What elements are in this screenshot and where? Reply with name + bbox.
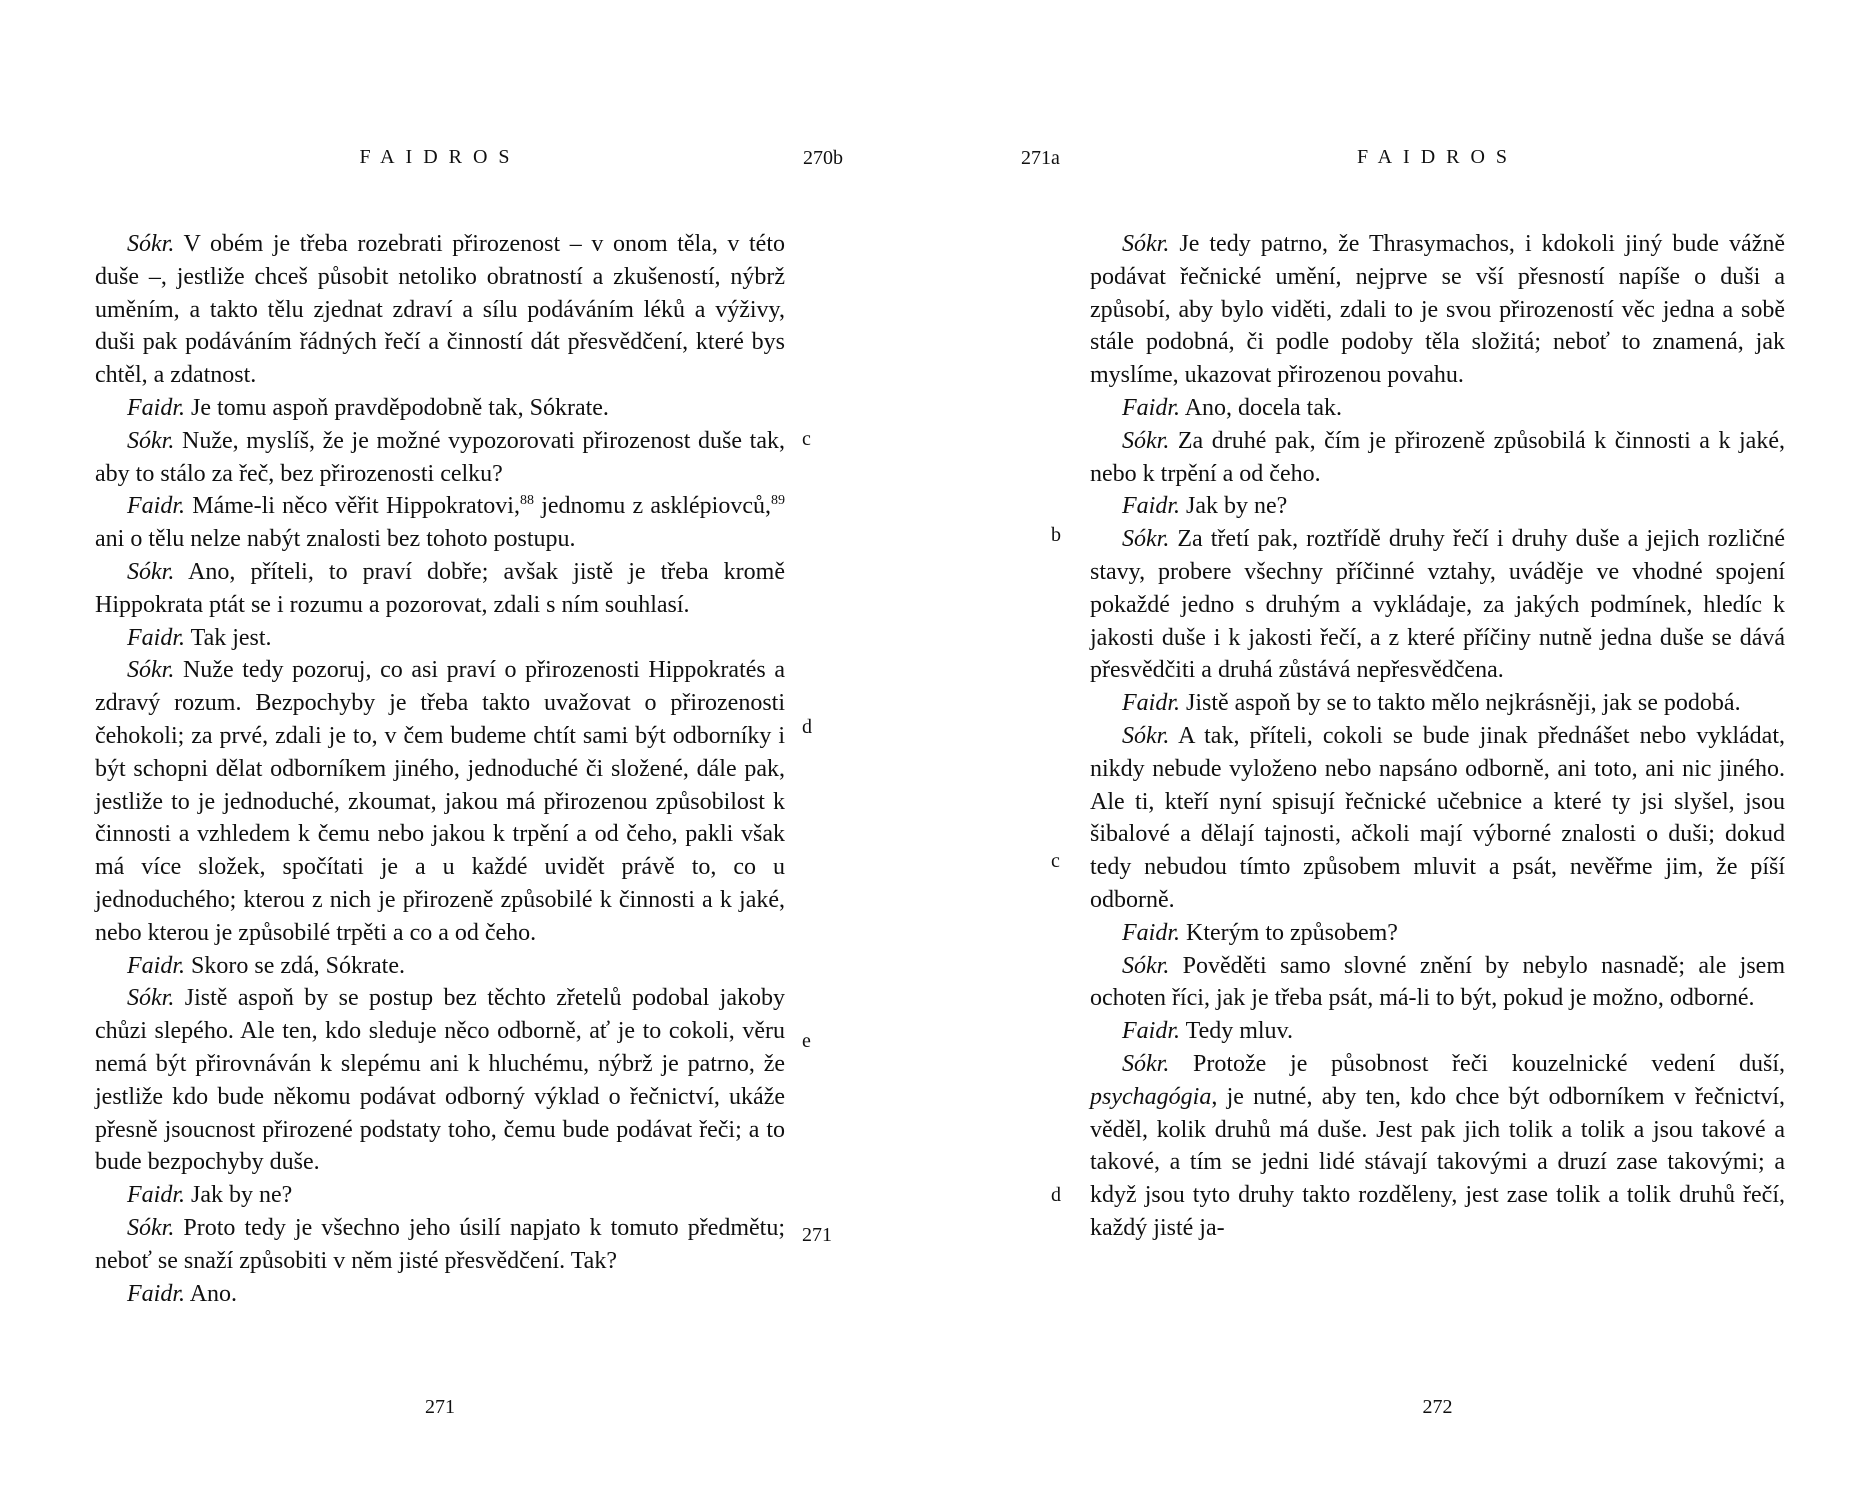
dialogue-text: Kterým to způsobem? — [1180, 919, 1398, 946]
dialogue-text: Za třetí pak, roztřídě druhy řečí i druhy duše a jejich rozličné stavy, probere všechny příčinné vztahy, uváděje ve vhodné spojení pokaždé jedno s druhým a vykládaje, za jakých podmínek, hledíc k jakosti duše i k jakosti řečí, a z které příčiny nutně jedna duše se dává přesvědčiti a druhá zůstává nepřesvědčena. — [1090, 526, 1785, 684]
running-title-left: FAIDROS — [359, 146, 521, 168]
dialogue-text: Jak by ne? — [1180, 493, 1288, 520]
dialogue-text: Tak jest. — [185, 624, 272, 651]
dialogue-paragraph — [1090, 917, 1785, 950]
dialogue-text: Proto tedy je všechno jeho úsilí napjato k tomuto předmětu; neboť se snaží způsobiti v něm jisté přesvědčení. Tak? — [95, 1214, 785, 1274]
dialogue-text: Je tomu aspoň pravděpodobně tak, Sókrate. — [185, 394, 609, 421]
speaker-label: Sókr. — [127, 657, 175, 684]
speaker-label: Faidr. — [127, 1182, 186, 1209]
speaker-label: Faidr. — [127, 624, 186, 651]
speaker-label: Sókr. — [1122, 952, 1170, 979]
dialogue-text: Ano, příteli, to praví dobře; avšak jistě je třeba kromě Hippokrata ptát se i rozumu a pozorovat, zdali s ním souhlasí. — [95, 558, 785, 618]
dialogue-paragraph — [1090, 392, 1785, 425]
dialogue-paragraph — [95, 622, 785, 655]
dialogue-text: Jistě aspoň by se postup bez těchto zřetelů podobal jakoby chůzi slepého. Ale ten, kdo sleduje něco odborně, ať je to cokoli, věru nemá být přirovnáván k slepému ani k hluchému, nýbrž je patrno, že jestliže kdo bude někomu podávat odborný výklad o řečnictví, ukáže přesně jsoucnost přirozené podstaty toho, čemu bude podávat řeči; a to bude bezpochyby duše. — [95, 985, 785, 1176]
dialogue-paragraph — [1090, 1048, 1785, 1245]
speaker-label: Sókr. — [127, 558, 175, 585]
dialogue-text: Za druhé pak, čím je přirozeně způsobilá k činnosti a k jaké, nebo k trpění a od čeho. — [1090, 427, 1785, 487]
margin-mark-c-right: c — [1051, 850, 1060, 872]
speaker-label: Faidr. — [127, 952, 186, 979]
dialogue-paragraph — [1090, 523, 1785, 687]
dialogue-text: Máme-li něco věřit Hippokratovi, — [185, 493, 520, 520]
dialogue-paragraph — [95, 982, 785, 1179]
dialogue-text: ani o tělu nelze nabýt znalosti bez tohoto postupu. — [95, 526, 576, 553]
margin-mark-b-right: b — [1051, 524, 1061, 546]
dialogue-paragraph — [1090, 720, 1785, 917]
dialogue-text: Nuže, myslíš, že je možné vypozorovati přirozenost duše tak, aby to stálo za řeč, bez přirozenosti celku? — [95, 427, 785, 487]
dialogue-text: V obém je třeba rozebrati přirozenost – v onom těla, v této duše –, jestliže chceš působit netoliko obratností a zkušeností, nýbrž uměním, a takto tělu zjednat zdraví a sílu podáváním léků a výživy, duši pak podáváním řádných řečí a činností dát přesvědčení, které bys chtěl, a zdatnost. — [95, 231, 785, 389]
dialogue-text: jednomu z asklépiovců, — [533, 493, 771, 520]
speaker-label: Sókr. — [127, 231, 175, 257]
running-title-right: FAIDROS — [1356, 146, 1519, 168]
dialogue-paragraph — [95, 425, 785, 491]
page-number-left: 271 — [425, 1396, 455, 1418]
dialogue-paragraph — [95, 654, 785, 949]
dialogue-text: Jistě aspoň by se to takto mělo nejkrásněji, jak se podobá. — [1180, 690, 1741, 717]
speaker-label: Faidr. — [1122, 690, 1181, 717]
dialogue-text: Jak by ne? — [185, 1182, 293, 1209]
stephanus-ref-header-left: 270b — [803, 147, 843, 169]
dialogue-paragraph — [95, 950, 785, 983]
dialogue-text: A tak, příteli, cokoli se bude jinak přednášet nebo vykládat, nikdy nebude vyloženo nebo napsáno odborně, ani toto, ani nic jiného. Ale ti, kteří nyní spisují řečnické učebnice a které ty jsi slyšel, jsou šibalové a dělají tajnosti, ačkoli mají výborné znalosti o duši; dokud tedy nebudou tímto způsobem mluvit a psát, nevěřme jim, že píší odborně. — [1090, 722, 1785, 913]
page-number-right: 272 — [1422, 1396, 1453, 1418]
dialogue-text: Ano, docela tak. — [1180, 394, 1342, 421]
margin-mark-c-left: c — [802, 428, 811, 450]
dialogue-paragraph — [95, 1212, 785, 1278]
text-column-right — [1090, 228, 1785, 1245]
speaker-label: Sókr. — [127, 1214, 175, 1241]
dialogue-text: Protože je působnost řeči kouzelnické vedení duší, — [1169, 1050, 1785, 1077]
dialogue-paragraph — [1090, 490, 1785, 523]
footnote-ref: 88 — [519, 493, 534, 509]
dialogue-text: Pověděti samo slovné znění by nebylo nasnadě; ale jsem ochoten říci, jak je třeba psát, má-li to být, pokud je možno, odborné. — [1090, 952, 1785, 1012]
speaker-label: Faidr. — [1122, 919, 1181, 946]
dialogue-text: , je nutné, aby ten, kdo chce být odborníkem v řečnictví, věděl, kolik druhů má duše. Jest pak jich tolik a tolik a jsou takové a takové, a tím se jedni lidé stávají takovými a druzí zase takovými; a když jsou tyto druhy takto rozděleny, jest zase tolik a tolik druhů řečí, každý jisté ja- — [1090, 1083, 1785, 1241]
text-column-left — [95, 228, 785, 1310]
dialogue-paragraph — [95, 490, 785, 556]
dialogue-paragraph — [95, 228, 785, 392]
dialogue-paragraph — [95, 1179, 785, 1212]
speaker-label: Faidr. — [1122, 493, 1181, 520]
dialogue-paragraph — [1090, 1015, 1785, 1048]
speaker-label: Faidr. — [127, 394, 186, 421]
dialogue-text: Ano. — [185, 1280, 238, 1307]
speaker-label: Faidr. — [1122, 1018, 1181, 1045]
dialogue-text: Nuže tedy pozoruj, co asi praví o přirozenosti Hippokratés a zdravý rozum. Bezpochyby je třeba takto uvažovat o přirozenosti čehokoli; za prvé, zdali je to, v čem budeme chtít sami být odborníky i být schopni dělat odborníkem jiného, jednoduché či složené, dále pak, jestliže to je jednoduché, zkoumat, jakou má přirozenou způsobilost k činnosti a vzhledem k čemu nebo jakou k trpění a od čeho, pakli však má více složek, spočítati je a u každé uvidět právě to, co u jednoduchého; kterou z nich je přirozeně způsobilé k činnosti a k jaké, nebo kterou je způsobilé trpěti a co a od čeho. — [95, 657, 785, 946]
dialogue-paragraph — [95, 392, 785, 425]
speaker-label: Sókr. — [1122, 526, 1170, 553]
stephanus-ref-header-right: 271a — [1021, 147, 1060, 169]
dialogue-text: Skoro se zdá, Sókrate. — [185, 952, 405, 979]
speaker-label: Sókr. — [1122, 1050, 1170, 1077]
dialogue-paragraph — [1090, 228, 1785, 392]
speaker-label: Faidr. — [127, 1280, 186, 1307]
margin-mark-d-right: d — [1051, 1184, 1061, 1206]
margin-mark-e-left: e — [802, 1030, 811, 1052]
dialogue-text: Tedy mluv. — [1180, 1018, 1293, 1045]
speaker-label: Sókr. — [127, 427, 175, 454]
dialogue-paragraph — [95, 1278, 785, 1311]
dialogue-text: Je tedy patrno, že Thrasymachos, i kdokoli jiný bude vážně podávat řečnické umění, nejprve se vší přesností napíše o duši a způsobí, aby bylo viděti, zdali to je svou přirozeností věc jedna a sobě stále podobná, či podle podoby těla složitá; neboť to znamená, jak myslíme, ukazovat přirozenou povahu. — [1090, 231, 1785, 389]
speaker-label: Faidr. — [127, 493, 186, 520]
speaker-label: Faidr. — [1122, 394, 1181, 421]
dialogue-paragraph — [95, 556, 785, 622]
dialogue-paragraph — [1090, 950, 1785, 1016]
speaker-label: Sókr. — [1122, 231, 1170, 257]
margin-mark-271-left: 271 — [802, 1224, 832, 1246]
speaker-label: Sókr. — [1122, 722, 1170, 749]
speaker-label: Sókr. — [127, 985, 175, 1012]
footnote-ref: 89 — [771, 493, 785, 509]
dialogue-paragraph — [1090, 425, 1785, 491]
speaker-label: Sókr. — [1122, 427, 1170, 454]
speaker-label: psychagógia — [1090, 1083, 1212, 1110]
dialogue-paragraph — [1090, 687, 1785, 720]
margin-mark-d-left: d — [802, 716, 812, 738]
